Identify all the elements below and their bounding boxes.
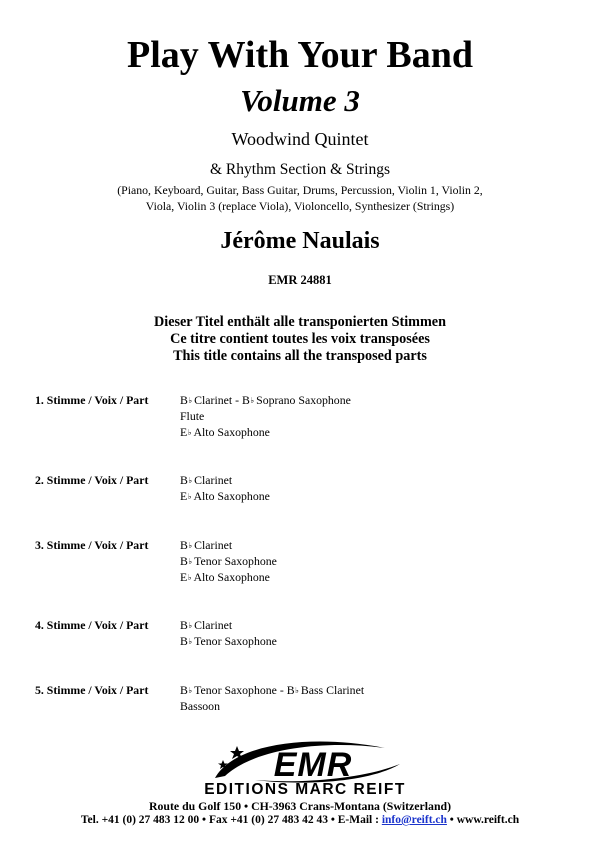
part-instrument-list	[180, 617, 277, 649]
instrument-name: Tenor Saxophone - B	[194, 683, 295, 697]
instrument-key: B	[180, 393, 188, 407]
separator: •	[330, 814, 335, 826]
part-instrument-list	[180, 537, 277, 585]
part-label: 2. Stimme / Voix / Part	[35, 473, 149, 487]
instrument-key: E	[180, 425, 188, 439]
instrument-line	[180, 537, 277, 553]
rhythm-section-heading: & Rhythm Section & Strings	[210, 161, 390, 178]
flat-icon: ♭	[188, 541, 193, 550]
instrument-name: Alto Saxophone	[193, 425, 270, 439]
flat-icon: ♭	[188, 686, 193, 695]
catalog-number: EMR 24881	[268, 273, 332, 287]
instrument-line	[180, 682, 364, 698]
instrument-line	[180, 424, 351, 440]
instrument-key: E	[180, 489, 188, 503]
part-label: 3. Stimme / Voix / Part	[35, 538, 149, 552]
instrument-name: Clarinet	[194, 538, 233, 552]
instrument-name: Clarinet	[194, 618, 233, 632]
email-label: E-Mail :	[337, 814, 379, 826]
email-link[interactable]: info@reift.ch	[381, 814, 447, 826]
flat-icon: ♭	[187, 573, 192, 582]
part-label: 4. Stimme / Voix / Part	[35, 618, 149, 632]
flat-icon: ♭	[188, 396, 193, 405]
flat-icon: ♭	[188, 621, 193, 630]
publisher-address: Route du Golf 150 • CH-3963 Crans-Montana (Switzerland)	[149, 799, 451, 813]
flat-icon: ♭	[188, 637, 193, 646]
part-label: 1. Stimme / Voix / Part	[35, 393, 149, 407]
instrument-line	[180, 392, 351, 408]
notice-german: Dieser Titel enthält alle transponierten Stimmen	[154, 314, 446, 330]
flat-icon: ♭	[188, 557, 193, 566]
instrument-key: B	[180, 683, 188, 697]
flat-icon: ♭	[250, 396, 255, 405]
volume-subtitle: Volume 3	[240, 83, 360, 118]
instrument-line	[180, 472, 270, 488]
instrument-name: Clarinet - B	[194, 393, 250, 407]
instrument-name: Bass Clarinet	[300, 683, 365, 697]
publisher-contact	[0, 813, 600, 827]
instrument-name: Bassoon	[180, 699, 220, 713]
instrument-key: B	[180, 538, 188, 552]
instrument-name: Soprano Saxophone	[256, 393, 351, 407]
emr-logo-icon	[195, 738, 415, 784]
fax: Fax +41 (0) 27 483 42 43	[208, 814, 328, 826]
instrument-key: B	[180, 554, 188, 568]
instrument-name: Alto Saxophone	[193, 570, 270, 584]
website[interactable]: www.reift.ch	[456, 814, 520, 826]
separator: •	[202, 814, 207, 826]
separator: •	[449, 814, 454, 826]
instrument-list-line-1: (Piano, Keyboard, Guitar, Bass Guitar, Drums, Percussion, Violin 1, Violin 2,	[117, 183, 483, 197]
flat-icon: ♭	[187, 492, 192, 501]
logo-text: EMR	[273, 746, 353, 784]
instrument-line	[180, 553, 277, 569]
instrument-line	[180, 569, 277, 585]
flat-icon: ♭	[188, 476, 193, 485]
publisher-logo	[195, 738, 415, 800]
part-instrument-list	[180, 472, 270, 504]
publisher-name: EDITIONS MARC REIFT	[204, 781, 406, 798]
instrument-name: Alto Saxophone	[193, 489, 270, 503]
instrument-name: Flute	[180, 409, 205, 423]
instrument-key: B	[180, 634, 188, 648]
instrument-line	[180, 698, 364, 714]
ensemble-heading: Woodwind Quintet	[231, 129, 369, 149]
instrument-key: B	[180, 618, 188, 632]
instrument-line	[180, 488, 270, 504]
flat-icon: ♭	[187, 428, 192, 437]
part-label: 5. Stimme / Voix / Part	[35, 683, 149, 697]
instrument-name: Clarinet	[194, 473, 233, 487]
instrument-key: B	[180, 473, 188, 487]
part-instrument-list	[180, 392, 351, 440]
instrument-line	[180, 408, 351, 424]
instrument-line	[180, 617, 277, 633]
notice-english: This title contains all the transposed parts	[173, 348, 427, 364]
instrument-line	[180, 633, 277, 649]
flat-icon: ♭	[295, 686, 299, 695]
notice-french: Ce titre contient toutes les voix transposées	[170, 331, 430, 347]
part-instrument-list	[180, 682, 364, 714]
instrument-name: Tenor Saxophone	[194, 634, 277, 648]
instrument-name: Tenor Saxophone	[194, 554, 277, 568]
page-title: Play With Your Band	[127, 34, 473, 76]
instrument-list-line-2: Viola, Violin 3 (replace Viola), Violoncello, Synthesizer (Strings)	[145, 199, 455, 213]
instrument-key: E	[180, 570, 188, 584]
composer-name: Jérôme Naulais	[220, 228, 380, 254]
telephone: Tel. +41 (0) 27 483 12 00	[80, 814, 200, 826]
